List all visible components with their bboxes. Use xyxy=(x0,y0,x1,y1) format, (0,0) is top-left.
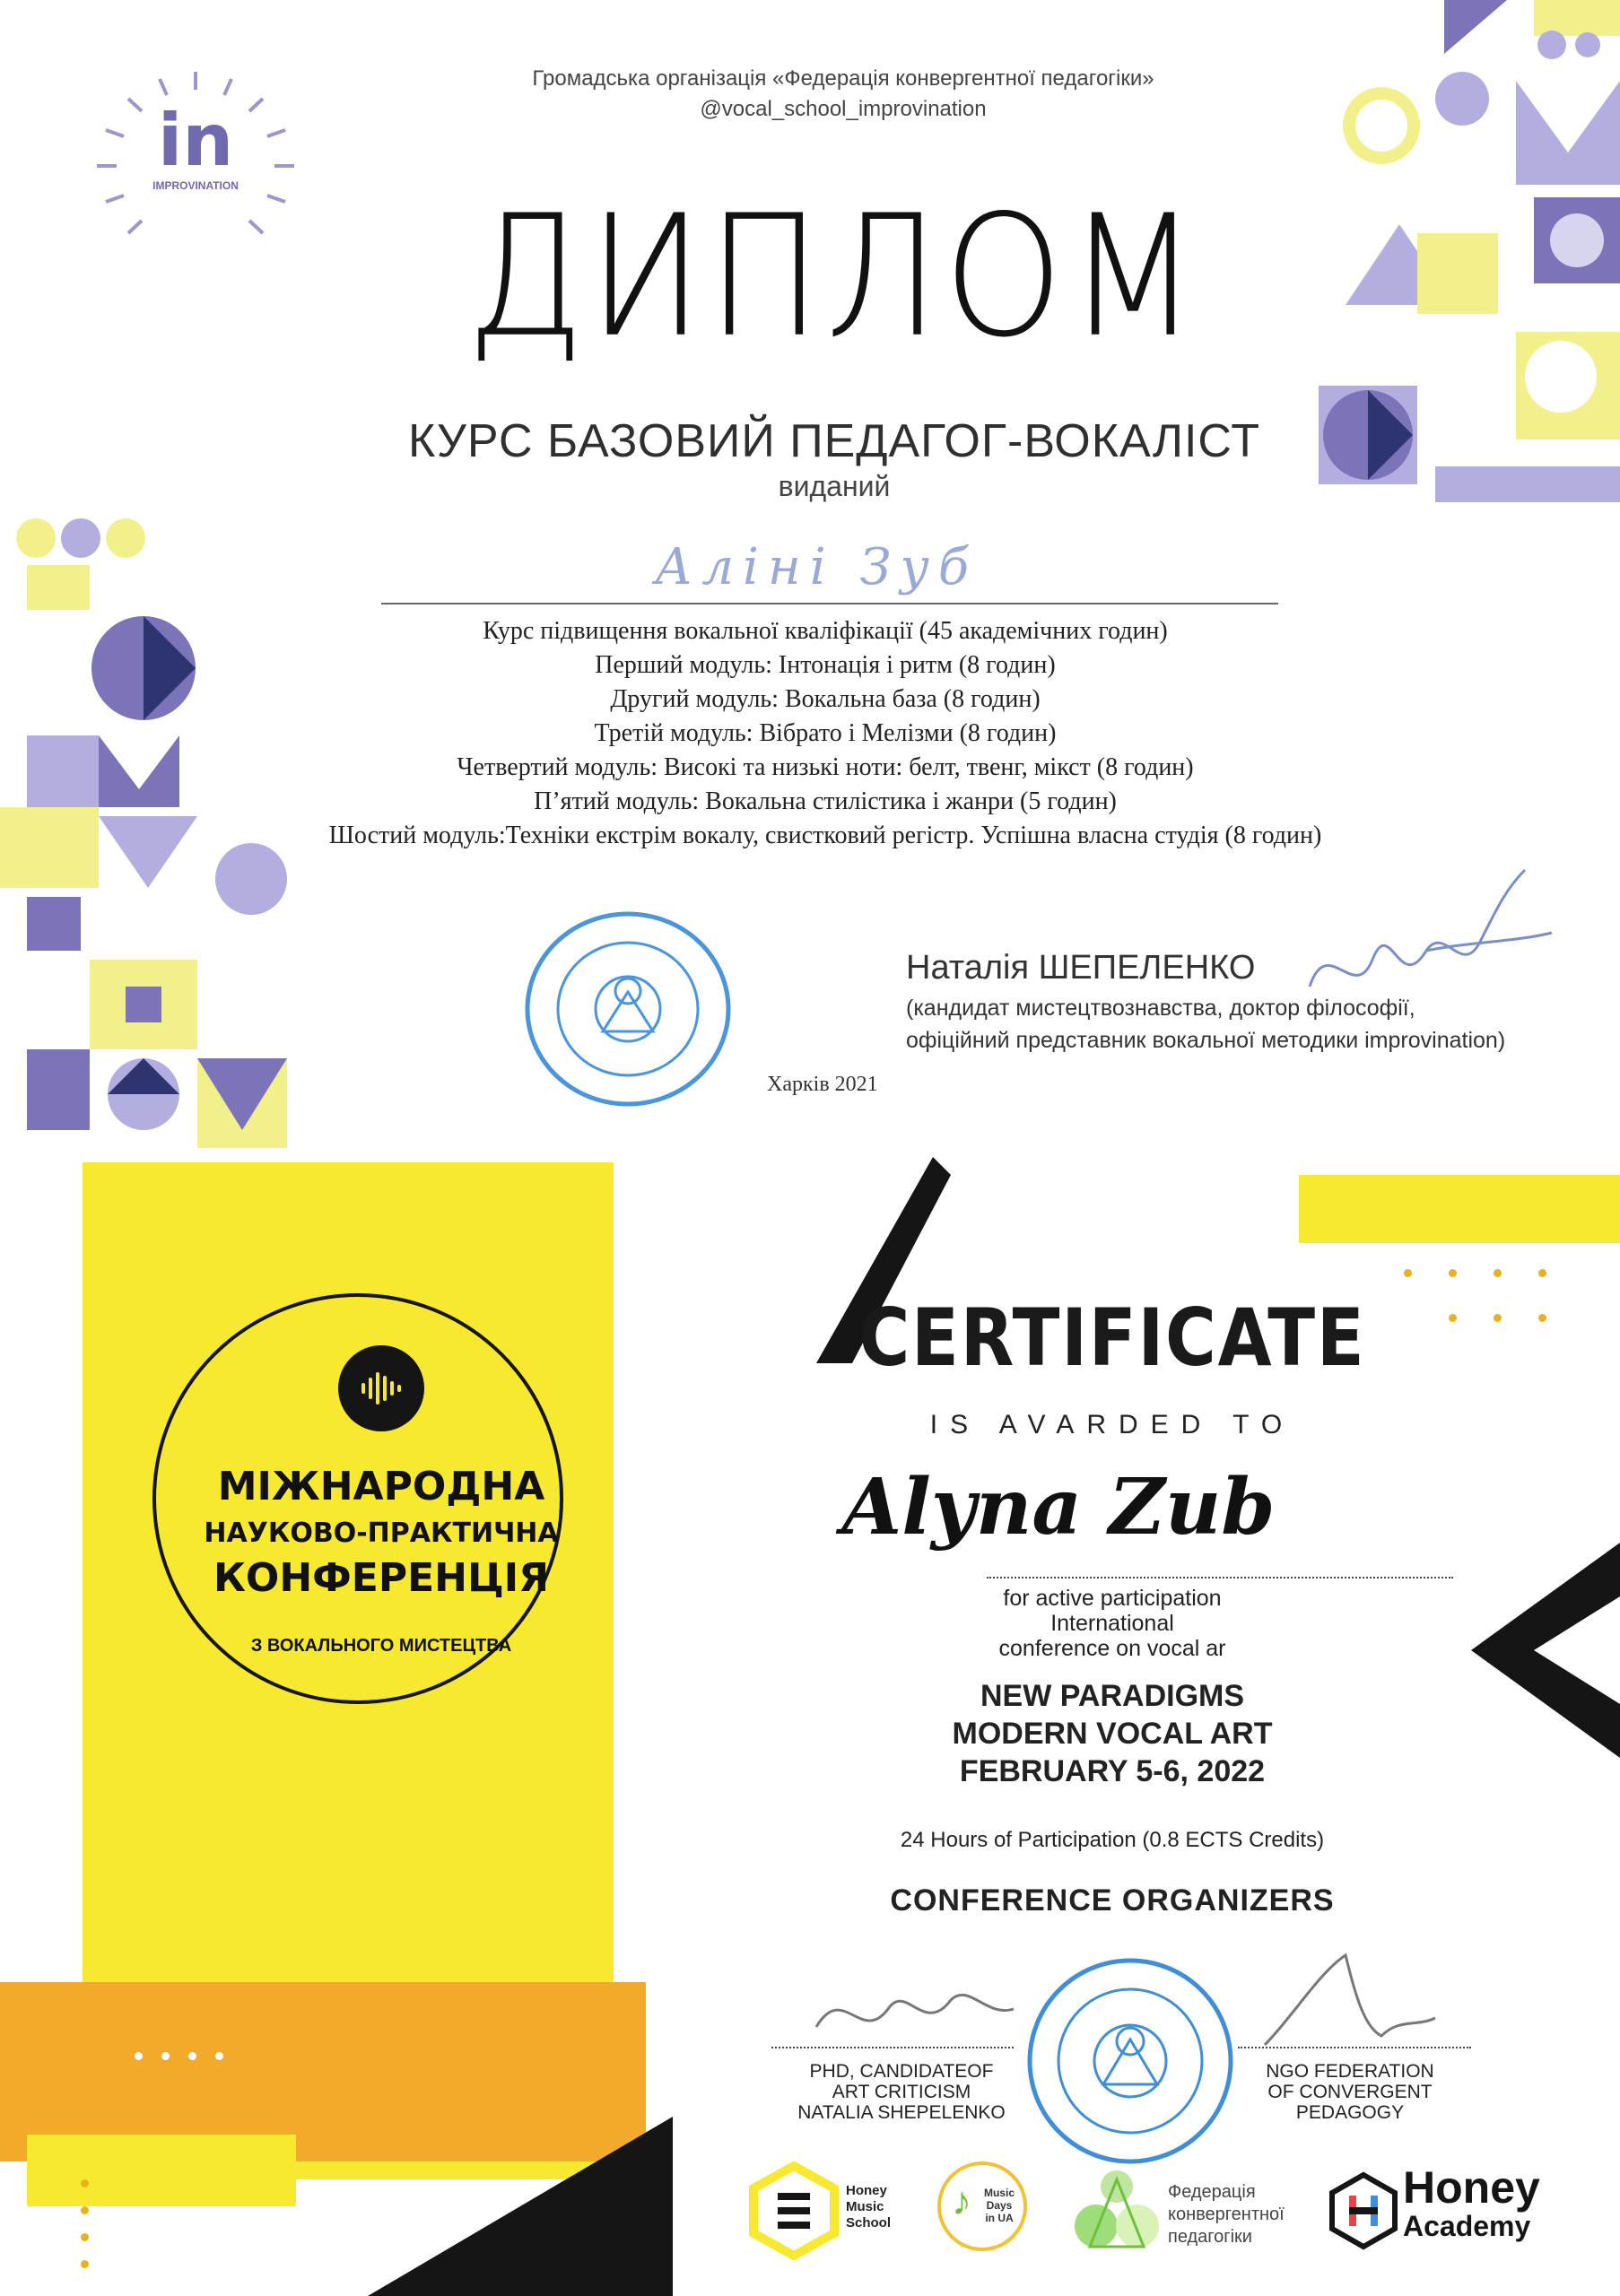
module-line: П’ятий модуль: Вокальна стилістика і жанри (5 годин) xyxy=(534,787,1117,815)
signature-right xyxy=(1247,1937,1444,2063)
sponsor-text: Honey xyxy=(846,2183,887,2198)
decorative-pattern-right xyxy=(1292,0,1620,502)
black-triangle xyxy=(260,2117,673,2296)
event-date: FEBRUARY 5-6, 2022 xyxy=(959,1754,1266,1788)
event-name: MODERN VOCAL ART xyxy=(952,1717,1273,1751)
event-name: NEW PARADIGMS xyxy=(980,1679,1245,1713)
issued-label: виданий xyxy=(778,470,891,502)
sponsor-text: Days xyxy=(986,2199,1013,2212)
sponsor-text: Music xyxy=(983,2187,1015,2199)
federation-stamp xyxy=(520,906,736,1112)
signature-line-right xyxy=(1238,2047,1471,2048)
signer-left-name: NATALIA SHEPELENKO xyxy=(797,2102,1006,2123)
conference-title: МІЖНАРОДНА xyxy=(217,1464,545,1509)
module-line: Четвертий модуль: Високі та низькі ноти: белт, твенг, мікст (8 годин) xyxy=(457,753,1194,781)
course-title: КУРС БАЗОВИЙ ПЕДАГОГ-ВОКАЛІСТ xyxy=(407,415,1261,467)
certificate-title: CERTIFICATE xyxy=(858,1292,1366,1384)
sponsor-text: Honey xyxy=(1403,2162,1540,2213)
sponsor-text: in UA xyxy=(985,2212,1014,2224)
signer-right-title: PEDAGOGY xyxy=(1295,2102,1405,2123)
signer-right-title: NGO FEDERATION xyxy=(1266,2061,1434,2082)
recipient-name: Аліні Зуб xyxy=(654,538,979,596)
federation-emblem-icon xyxy=(1067,2161,1166,2260)
sponsor-text: Music xyxy=(846,2199,884,2214)
recipient-underline xyxy=(987,1577,1453,1578)
signer-left-title: PHD, CANDIDATEOF xyxy=(809,2061,994,2082)
conference-title: НАУКОВО-ПРАКТИЧНА xyxy=(204,1518,559,1549)
sponsor-text: педагогіки xyxy=(1168,2227,1252,2247)
conference-subtitle: З ВОКАЛЬНОГО МИСТЕЦТВА xyxy=(250,1636,512,1656)
signature-left xyxy=(789,1946,1023,2054)
certificate xyxy=(0,1148,1620,2291)
sponsor-text: Федерація xyxy=(1168,2182,1256,2202)
module-line: Другий модуль: Вокальна база (8 годин) xyxy=(610,685,1041,713)
participation-hours: 24 Hours of Participation (0.8 ECTS Credits) xyxy=(900,1828,1325,1852)
module-line: Курс підвищення вокальної кваліфікації (45 академічних годин) xyxy=(483,617,1168,645)
sponsor-text: Academy xyxy=(1403,2210,1531,2242)
organizers-heading: CONFERENCE ORGANIZERS xyxy=(890,1883,1335,1918)
sponsor-text: конвергентної xyxy=(1168,2205,1285,2224)
signer-name: Наталія ШЕПЕЛЕНКО xyxy=(906,949,1256,987)
module-line: Третій модуль: Вібрато і Мелізми (8 годин) xyxy=(594,719,1057,747)
participation-text: conference on vocal ar xyxy=(998,1636,1226,1661)
honey-music-school-logo xyxy=(749,2161,937,2260)
federation-stamp xyxy=(1023,1953,1238,2169)
recipient-underline xyxy=(381,603,1278,604)
participation-text: International xyxy=(1050,1611,1174,1636)
diploma-title: ДИПЛОМ xyxy=(466,179,1203,375)
sponsor-text: School xyxy=(846,2215,892,2231)
hexagon-icon xyxy=(749,2161,839,2260)
honey-academy-logo xyxy=(1328,2161,1597,2260)
module-line: Шостий модуль:Техніки екстрім вокалу, свистковий регістр. Успішна власна студія (8 годин) xyxy=(328,822,1322,849)
recipient-name: Alyna Zub xyxy=(841,1462,1276,1552)
signer-right-title: OF CONVERGENT xyxy=(1267,2082,1433,2102)
logo-text: in xyxy=(157,99,234,182)
music-days-logo xyxy=(937,2161,1036,2260)
participation-text: for active participation xyxy=(1003,1586,1222,1611)
conference-title: КОНФЕРЕНЦІЯ xyxy=(213,1555,550,1601)
module-line: Перший модуль: Інтонація і ритм (8 годин) xyxy=(595,651,1056,679)
signer-title: (кандидат мистецтвознавства, доктор філософії, xyxy=(906,996,1415,1021)
certificate-subtitle: IS AVARDED TO xyxy=(929,1410,1295,1439)
audio-wave-icon xyxy=(338,1345,424,1431)
music-note-icon: ♪ xyxy=(952,2179,971,2223)
signer-left-title: ART CRITICISM xyxy=(832,2082,971,2102)
yellow-bar-right xyxy=(1299,1175,1620,1243)
instagram-handle: @vocal_school_improvination xyxy=(700,97,987,121)
signature-line-left xyxy=(771,2047,1014,2048)
organization-name: Громадська організація «Федерація конвергентної педагогіки» xyxy=(532,66,1154,91)
improvination-logo xyxy=(70,54,321,251)
signer-title: офіційний представник вокальної методики improvination) xyxy=(906,1028,1506,1053)
logo-subtext: IMPROVINATION xyxy=(152,179,239,192)
federation-logo xyxy=(1067,2161,1292,2260)
black-chevron xyxy=(1471,1543,1620,1758)
hexagon-h-icon xyxy=(1328,2170,1399,2251)
place-year: Харків 2021 xyxy=(767,1073,878,1096)
yellow-strip xyxy=(27,2135,296,2206)
